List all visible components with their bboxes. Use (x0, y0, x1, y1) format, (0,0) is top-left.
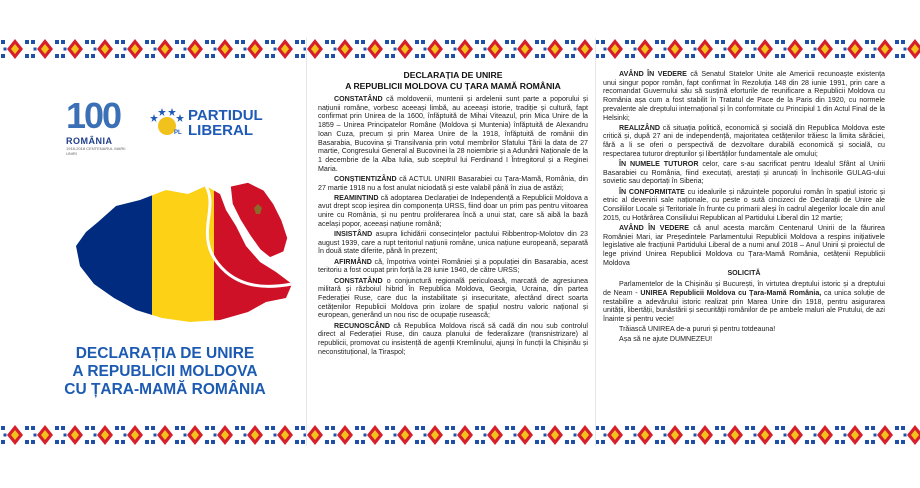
left-title-line-2: A REPUBLICII MOLDOVA (72, 363, 258, 380)
right-paragraph: ÎN NUMELE TUTUROR celor, care s-au sacrificat pentru Idealul Sfânt al Unirii Basarabiei cu România, fiind executați, arestați și aruncați în închisorile GULAG-ului sovietic sau deportați în Siberia; (603, 160, 885, 186)
middle-paragraph: CONSTATÂND o conjunctură regională periculoasă, marcată de agresiunea militară și războiul hibrid în Republica Moldova, Georgia, Ucraina, din partea Federației Ruse, care duc la instabilitate și insecuritate, afectând direct soarta cetățenilor Republicii Moldova prin izolare de spațiul nostru valoric național și european, generând un nou risc de ocupație rusească; (318, 276, 588, 320)
right-paragraphs (603, 70, 885, 267)
right-paragraph: ÎN CONFORMITATE cu idealurile și năzuințele poporului român în spațiul istoric și etnic al devenirii sale naționale, cu peste o sută cincizeci de Declarații de Unire ale Consiliilor Locale și Teritoriale în frunte cu primarii aleși în cadrul alegerilor locale din anul 2015, cu Hotărârea Consiliului Republican al Partidului Liberal din 12 martie; (603, 187, 885, 222)
romania-moldova-flag-map (70, 180, 300, 330)
middle-paragraphs (318, 95, 588, 356)
final-paragraph: Parlamentelor de la Chișinău și București, în virtutea dreptului istoric și a dreptului de Neam - UNIREA Republicii Moldova cu Țara-Mamă România, ca unica soluție de restabilire a adevărului istoric realizat prin Marea Unire din 1918, pentru asigurarea unității, libertății, bunăstării și securității românilor de pe ambele maluri ale Prutului, de azi înainte și pentru vecie! (603, 280, 885, 323)
middle-paragraph: CONȘTIENTIZÂND că ACTUL UNIRII Basarabiei cu Țara-Mamă, România, din 27 martie 1918 nu a fost anulat niciodată și este valabil până în ziua de astăzi; (318, 174, 588, 192)
partidul-liberal-logo (150, 104, 280, 144)
centenary-logo-country: ROMÂNIA (66, 136, 113, 146)
closing-line-2: Așa să ne ajute DUMNEZEU! (619, 335, 713, 344)
right-paragraph: REALIZÂND că situația politică, economică și socială din Republica Moldova este critică și, după 27 ani de independență, majoritatea cetățenilor trăiesc la limita sărăciei, fără a li se oferi o perspectivă de dezvoltare durabilă economică și socială, cu respectarea tuturor drepturilor și libertăților fundamentale ale omului; (603, 123, 885, 158)
declaration-heading: DECLARAȚIA DE UNIRE A REPUBLICII MOLDOVA CU ȚARA MAMĂ ROMÂNIA (345, 70, 561, 91)
left-title-line-3: CU ȚARA-MAMĂ ROMÂNIA (64, 381, 266, 398)
left-title-line-1: DECLARAȚIA DE UNIRE (75, 345, 255, 362)
folk-ornament-bottom (0, 424, 920, 446)
solicita-heading: SOLICITĂ (727, 269, 761, 278)
centenary-logo-tagline: 1918-2018 CENTENARUL MARII UNIRI (66, 146, 126, 156)
right-paragraph: AVÂND ÎN VEDERE că Senatul Statelor Unite ale Americii recunoaște existența unui singur popor român, fapt confirmat în Rezoluția 148 din 28 iunie 1991, prin care a recomandat Guvernului său să susțină eforturile de reunificare a Republicii Moldova cu România așa cum a fost stabilit în Tratatul de Pace de la Paris din 1920, cu normele prevalente ale dreptului internațional și în conformitate cu Principiul 1 din Actul Final de la Helsinki; (603, 70, 885, 122)
fold-line-2 (595, 38, 596, 446)
middle-paragraph: INSISTÂND asupra lichidării consecințelor pactului Ribbentrop-Molotov din 23 august 1939, care a rupt teritoriul națiunii române, unica națiune europeană, separată în două state diferite, până în prezent; (318, 230, 588, 256)
closing-line-1: Trăiască UNIREA de-a pururi și pentru totdeauna! (619, 325, 776, 334)
folk-ornament-top (0, 38, 920, 60)
centenary-logo (66, 95, 136, 156)
middle-paragraph: REAMINTIND că adoptarea Declarației de Independență a Republicii Moldova a avut drept scop ieșirea din componența URSS, fiind doar un prim pas pentru viitoarea unire cu România, și nu pentru proliferarea încă a unui stat, care să aibă la bază același popor, aceeași națiune română; (318, 193, 588, 228)
middle-paragraph: CONSTATÂND că moldovenii, muntenii și ardelenii sunt parte a poporului și națiunii române, vorbesc aceeași limbă, au aceeași istorie, tradiție și cultură, fapt confirmat prin Unirea de la 1600, înfăptuită de Mihai Viteazul, prin Mica Unire de la 1859 – Unirea Principatelor Române (Moldova și Muntenia) înfăptuită de Alexandru Ioan Cuza, precum și prin Marea Unire de la 1918, înfăptuită de românii din Basarabia, Bucovina și Transilvania prin votul membrilor Sfatului Țării la data de 27 martie, Congresului General al Bucovinei la 28 noiembrie și a Adunării Naționale de la 1 decembrie de la Alba Iulia, sub sceptrul lui Ferdinand I Întregitorul și a Reginei Maria. (318, 95, 588, 173)
party-name: PARTIDUL LIBERAL (188, 107, 263, 139)
declaration-panel-middle (318, 70, 588, 358)
left-panel-title (30, 345, 300, 399)
middle-paragraph: AFIRMÂND că, împotriva voinței României și a populației din Basarabia, acest teritoriu a fost ocupat prin forță la 28 iunie 1940, de către URSS; (318, 257, 588, 275)
middle-paragraph: RECUNOSCÂND că Republica Moldova riscă să cadă din nou sub controlul direct al Federației Ruse, din cauza planului de federalizare (transnistrizare) al republicii, promovat cu insistență de agenții Kremlinului, ajunși în funcții la Chișinău și neconstituțional, la Tiraspol; (318, 321, 588, 356)
party-abbrev: PL (174, 130, 182, 136)
centenary-logo-digits: 100 (66, 95, 121, 136)
declaration-panel-right (603, 70, 885, 346)
right-paragraph: AVÂND ÎN VEDERE că anul acesta marcăm Centenarul Unirii de la făurirea României Mari, iar Președintele Parlamentului Republicii Moldova a respins inițiativele legislative ale fracțiunii Partidului Liberal de a numi anul 2018 – Anul Unirii și proiectul de lege privind Unirea Republicii Moldova cu Țara-Mamă România, cetățenii Republicii Moldova (603, 223, 885, 267)
fold-line-1 (306, 38, 307, 446)
